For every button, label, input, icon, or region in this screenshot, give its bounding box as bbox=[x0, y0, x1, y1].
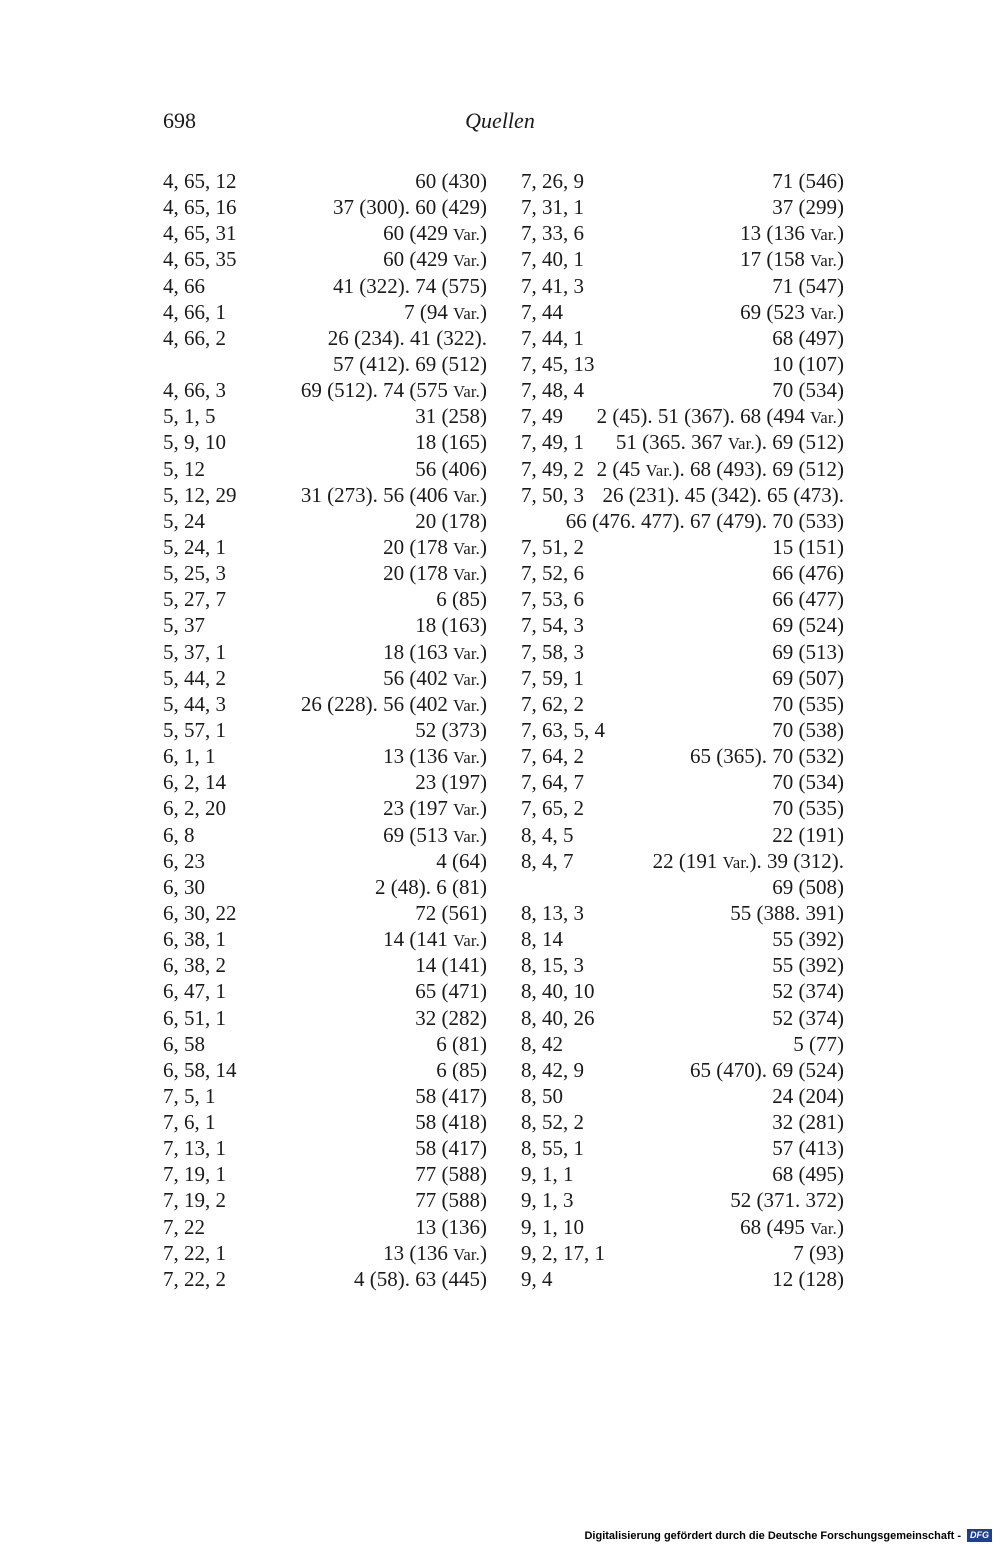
index-entry bbox=[163, 822, 487, 848]
index-entry bbox=[521, 273, 844, 299]
source-reference: 5, 1, 5 bbox=[163, 404, 216, 429]
page-locator: 69 (523 Var.) bbox=[740, 299, 844, 324]
source-reference: 7, 22, 2 bbox=[163, 1266, 226, 1291]
source-reference: 5, 25, 3 bbox=[163, 561, 226, 586]
page-locator: 69 (508) bbox=[772, 874, 844, 899]
page-locator: 37 (299) bbox=[772, 195, 844, 220]
index-entry bbox=[521, 717, 844, 743]
page-locator: 65 (365). 70 (532) bbox=[690, 744, 844, 769]
source-reference: 5, 24 bbox=[163, 508, 205, 533]
page-locator: 69 (507) bbox=[772, 665, 844, 690]
index-entry bbox=[163, 273, 487, 299]
source-reference: 7, 52, 6 bbox=[521, 561, 584, 586]
index-entry bbox=[521, 1031, 844, 1057]
page-locator: 77 (588) bbox=[415, 1188, 487, 1213]
page-locator: 32 (281) bbox=[772, 1110, 844, 1135]
index-entry bbox=[163, 429, 487, 455]
index-entry bbox=[521, 795, 844, 821]
index-entry bbox=[521, 1057, 844, 1083]
page-locator: 23 (197) bbox=[415, 770, 487, 795]
page-locator: 70 (535) bbox=[772, 691, 844, 716]
source-reference: 4, 65, 12 bbox=[163, 169, 237, 193]
source-reference: 7, 19, 1 bbox=[163, 1162, 226, 1187]
page-locator: 26 (228). 56 (402 Var.) bbox=[300, 691, 487, 716]
source-reference: 5, 9, 10 bbox=[163, 430, 226, 455]
source-reference: 8, 4, 5 bbox=[521, 822, 574, 847]
page-locator: 58 (417) bbox=[415, 1083, 487, 1108]
page-locator: 60 (429 Var.) bbox=[383, 247, 487, 272]
index-entry bbox=[521, 1135, 844, 1161]
page-locator: 22 (191) bbox=[772, 822, 844, 847]
page-locator: 2 (45). 51 (367). 68 (494 Var.) bbox=[596, 404, 844, 429]
source-reference: 7, 5, 1 bbox=[163, 1083, 216, 1108]
page-locator: 71 (546) bbox=[772, 169, 844, 193]
page-locator: 2 (45 Var.). 68 (493). 69 (512) bbox=[596, 456, 844, 481]
index-entry bbox=[521, 429, 844, 455]
source-reference: 7, 54, 3 bbox=[521, 613, 584, 638]
page-locator: 69 (512). 74 (575 Var.) bbox=[300, 378, 487, 403]
source-reference: 7, 63, 5, 4 bbox=[521, 717, 605, 742]
index-entry bbox=[163, 1135, 487, 1161]
page-locator: 31 (258) bbox=[415, 404, 487, 429]
page-locator: 26 (234). 41 (322). bbox=[327, 325, 487, 350]
page-locator: 15 (151) bbox=[772, 534, 844, 559]
source-reference: 5, 37 bbox=[163, 613, 205, 638]
page-locator: 13 (136 Var.) bbox=[383, 744, 487, 769]
index-entry bbox=[521, 952, 844, 978]
index-entry bbox=[521, 612, 844, 638]
page-locator: 52 (374) bbox=[772, 1005, 844, 1030]
index-entry bbox=[163, 482, 487, 508]
source-reference: 7, 13, 1 bbox=[163, 1136, 226, 1161]
index-entry bbox=[521, 1005, 844, 1031]
source-reference: 8, 40, 10 bbox=[521, 979, 595, 1004]
page-locator: 77 (588) bbox=[415, 1162, 487, 1187]
source-reference: 7, 49, 2 bbox=[521, 456, 584, 481]
source-reference: 4, 65, 31 bbox=[163, 221, 237, 246]
page-locator: 68 (497) bbox=[772, 325, 844, 350]
page-locator: 58 (418) bbox=[415, 1110, 487, 1135]
page-locator: 69 (524) bbox=[772, 613, 844, 638]
page-locator: 69 (513) bbox=[772, 639, 844, 664]
index-entry bbox=[521, 534, 844, 560]
index-entry bbox=[521, 168, 844, 194]
page-locator: 22 (191 Var.). 39 (312). bbox=[652, 848, 844, 873]
source-reference: 7, 40, 1 bbox=[521, 247, 584, 272]
index-column-left bbox=[163, 168, 487, 1292]
index-entry bbox=[163, 456, 487, 482]
digitization-footer bbox=[584, 1529, 992, 1542]
page-locator: 72 (561) bbox=[415, 900, 487, 925]
source-reference: 6, 23 bbox=[163, 848, 205, 873]
page-locator: 65 (470). 69 (524) bbox=[690, 1057, 844, 1082]
source-reference: 7, 19, 2 bbox=[163, 1188, 226, 1213]
page-locator: 6 (85) bbox=[436, 587, 487, 612]
index-entry bbox=[521, 246, 844, 272]
index-entry bbox=[521, 848, 844, 874]
source-reference: 6, 8 bbox=[163, 822, 195, 847]
source-reference: 6, 58, 14 bbox=[163, 1057, 237, 1082]
page-locator: 7 (93) bbox=[793, 1240, 844, 1265]
page-locator: 60 (430) bbox=[415, 169, 487, 193]
source-reference: 8, 42 bbox=[521, 1031, 563, 1056]
page-locator: 68 (495 Var.) bbox=[740, 1214, 844, 1239]
source-reference: 9, 1, 10 bbox=[521, 1214, 584, 1239]
index-entry bbox=[163, 325, 487, 351]
source-reference: 5, 44, 2 bbox=[163, 665, 226, 690]
source-reference: 7, 50, 3 bbox=[521, 482, 584, 507]
page-locator: 65 (471) bbox=[415, 979, 487, 1004]
page-locator: 52 (371. 372) bbox=[730, 1188, 844, 1213]
page-locator: 7 (94 Var.) bbox=[404, 299, 487, 324]
source-reference: 8, 13, 3 bbox=[521, 900, 584, 925]
page-locator: 10 (107) bbox=[772, 351, 844, 376]
index-entry bbox=[521, 769, 844, 795]
source-reference: 7, 45, 13 bbox=[521, 351, 595, 376]
index-entry bbox=[163, 1187, 487, 1213]
index-entry bbox=[521, 822, 844, 848]
source-reference: 7, 44, 1 bbox=[521, 325, 584, 350]
index-entry bbox=[163, 795, 487, 821]
index-entry bbox=[163, 691, 487, 717]
index-entry bbox=[521, 874, 844, 900]
page-locator: 58 (417) bbox=[415, 1136, 487, 1161]
page-locator: 31 (273). 56 (406 Var.) bbox=[300, 482, 487, 507]
index-entry bbox=[163, 1214, 487, 1240]
index-entry bbox=[163, 926, 487, 952]
index-entry bbox=[163, 508, 487, 534]
source-reference: 9, 2, 17, 1 bbox=[521, 1240, 605, 1265]
page-locator: 70 (538) bbox=[772, 717, 844, 742]
source-reference: 7, 48, 4 bbox=[521, 378, 584, 403]
index-entry bbox=[521, 1109, 844, 1135]
page-locator: 70 (534) bbox=[772, 770, 844, 795]
index-entry bbox=[521, 377, 844, 403]
page-locator: 55 (392) bbox=[772, 953, 844, 978]
index-entry bbox=[163, 1031, 487, 1057]
index-entry bbox=[163, 586, 487, 612]
index-entry bbox=[521, 220, 844, 246]
source-reference: 7, 59, 1 bbox=[521, 665, 584, 690]
source-reference: 5, 12 bbox=[163, 456, 205, 481]
index-entry bbox=[163, 952, 487, 978]
source-reference: 4, 65, 35 bbox=[163, 247, 237, 272]
page-locator: 71 (547) bbox=[772, 273, 844, 298]
page-locator: 13 (136 Var.) bbox=[383, 1240, 487, 1265]
source-reference: 6, 58 bbox=[163, 1031, 205, 1056]
page-locator: 60 (429 Var.) bbox=[383, 221, 487, 246]
page-locator: 23 (197 Var.) bbox=[383, 796, 487, 821]
page-locator: 69 (513 Var.) bbox=[383, 822, 487, 847]
index-entry bbox=[521, 1161, 844, 1187]
index-entry bbox=[163, 978, 487, 1004]
page-locator: 12 (128) bbox=[772, 1266, 844, 1291]
source-reference: 4, 65, 16 bbox=[163, 195, 237, 220]
source-reference: 7, 62, 2 bbox=[521, 691, 584, 716]
page-locator: 4 (64) bbox=[436, 848, 487, 873]
page-locator: 2 (48). 6 (81) bbox=[375, 874, 487, 899]
index-entry bbox=[521, 900, 844, 926]
source-reference: 8, 50 bbox=[521, 1083, 563, 1108]
index-entry bbox=[163, 665, 487, 691]
page-locator: 32 (282) bbox=[415, 1005, 487, 1030]
source-reference: 7, 22 bbox=[163, 1214, 205, 1239]
source-reference: 5, 57, 1 bbox=[163, 717, 226, 742]
index-entry bbox=[521, 743, 844, 769]
source-reference: 7, 64, 7 bbox=[521, 770, 584, 795]
index-entry bbox=[521, 508, 844, 534]
source-reference: 5, 44, 3 bbox=[163, 691, 226, 716]
index-entry bbox=[521, 586, 844, 612]
source-reference: 8, 15, 3 bbox=[521, 953, 584, 978]
source-reference: 4, 66 bbox=[163, 273, 205, 298]
source-reference: 6, 38, 2 bbox=[163, 953, 226, 978]
page-locator: 56 (406) bbox=[415, 456, 487, 481]
page-locator: 14 (141 Var.) bbox=[383, 927, 487, 952]
source-reference: 7, 22, 1 bbox=[163, 1240, 226, 1265]
index-column-right bbox=[521, 168, 844, 1292]
page-locator: 20 (178 Var.) bbox=[383, 561, 487, 586]
source-reference: 8, 55, 1 bbox=[521, 1136, 584, 1161]
source-reference: 7, 31, 1 bbox=[521, 195, 584, 220]
index-entry bbox=[521, 1214, 844, 1240]
index-entry bbox=[521, 299, 844, 325]
index-entry bbox=[521, 691, 844, 717]
source-reference: 5, 37, 1 bbox=[163, 639, 226, 664]
source-reference: 8, 40, 26 bbox=[521, 1005, 595, 1030]
page-locator: 55 (388. 391) bbox=[730, 900, 844, 925]
index-entry bbox=[163, 743, 487, 769]
page-locator: 70 (534) bbox=[772, 378, 844, 403]
index-entry bbox=[521, 560, 844, 586]
source-reference: 7, 26, 9 bbox=[521, 169, 584, 193]
source-reference: 6, 2, 20 bbox=[163, 796, 226, 821]
index-entry bbox=[521, 1240, 844, 1266]
page-locator: 6 (81) bbox=[436, 1031, 487, 1056]
source-reference: 4, 66, 3 bbox=[163, 378, 226, 403]
page-locator: 20 (178 Var.) bbox=[383, 534, 487, 559]
page-locator: 5 (77) bbox=[793, 1031, 844, 1056]
index-entry bbox=[163, 194, 487, 220]
page-locator: 57 (412). 69 (512) bbox=[333, 351, 487, 376]
page-number: 698 bbox=[163, 108, 196, 133]
source-reference: 7, 51, 2 bbox=[521, 534, 584, 559]
footer-text: Digitalisierung gefördert durch die Deutsche Forschungsgemeinschaft - bbox=[584, 1529, 961, 1542]
source-reference: 7, 44 bbox=[521, 299, 563, 324]
source-reference: 8, 14 bbox=[521, 927, 563, 952]
page-locator: 17 (158 Var.) bbox=[740, 247, 844, 272]
index-entry bbox=[521, 325, 844, 351]
index-entry bbox=[163, 1240, 487, 1266]
page-locator: 14 (141) bbox=[415, 953, 487, 978]
source-reference: 7, 6, 1 bbox=[163, 1110, 216, 1135]
source-reference: 6, 47, 1 bbox=[163, 979, 226, 1004]
source-reference: 8, 52, 2 bbox=[521, 1110, 584, 1135]
source-reference: 8, 42, 9 bbox=[521, 1057, 584, 1082]
source-reference: 5, 12, 29 bbox=[163, 482, 237, 507]
source-reference: 7, 49, 1 bbox=[521, 430, 584, 455]
index-entry bbox=[163, 1057, 487, 1083]
index-entry bbox=[163, 560, 487, 586]
index-entry bbox=[163, 639, 487, 665]
page-locator: 66 (476) bbox=[772, 561, 844, 586]
index-entry bbox=[521, 978, 844, 1004]
index-entry bbox=[163, 874, 487, 900]
source-reference: 6, 30, 22 bbox=[163, 900, 237, 925]
page-locator: 68 (495) bbox=[772, 1162, 844, 1187]
page-locator: 55 (392) bbox=[772, 927, 844, 952]
index-entry bbox=[163, 299, 487, 325]
index-entry bbox=[521, 639, 844, 665]
page-locator: 51 (365. 367 Var.). 69 (512) bbox=[615, 430, 844, 455]
source-reference: 7, 58, 3 bbox=[521, 639, 584, 664]
index-entry bbox=[521, 403, 844, 429]
source-reference: 9, 4 bbox=[521, 1266, 553, 1291]
source-reference: 8, 4, 7 bbox=[521, 848, 574, 873]
running-head: Quellen bbox=[465, 108, 535, 133]
page-locator: 6 (85) bbox=[436, 1057, 487, 1082]
source-reference: 6, 38, 1 bbox=[163, 927, 226, 952]
index-entry bbox=[521, 351, 844, 377]
source-reference: 7, 33, 6 bbox=[521, 221, 584, 246]
source-reference: 7, 53, 6 bbox=[521, 587, 584, 612]
index-entry bbox=[163, 168, 487, 194]
source-reference: 9, 1, 1 bbox=[521, 1162, 574, 1187]
page-locator: 13 (136) bbox=[415, 1214, 487, 1239]
page-locator: 41 (322). 74 (575) bbox=[333, 273, 487, 298]
index-entry bbox=[163, 1266, 487, 1292]
index-entry bbox=[163, 1005, 487, 1031]
index-entry bbox=[163, 351, 487, 377]
page-locator: 52 (373) bbox=[415, 717, 487, 742]
index-entry bbox=[163, 717, 487, 743]
page-locator: 18 (163 Var.) bbox=[383, 639, 487, 664]
source-reference: 5, 27, 7 bbox=[163, 587, 226, 612]
index-entry bbox=[521, 456, 844, 482]
source-reference: 4, 66, 1 bbox=[163, 299, 226, 324]
source-reference: 6, 2, 14 bbox=[163, 770, 226, 795]
source-reference: 4, 66, 2 bbox=[163, 325, 226, 350]
page-locator: 18 (165) bbox=[415, 430, 487, 455]
index-entry bbox=[163, 534, 487, 560]
page-locator: 56 (402 Var.) bbox=[383, 665, 487, 690]
page-locator: 57 (413) bbox=[772, 1136, 844, 1161]
source-reference: 9, 1, 3 bbox=[521, 1188, 574, 1213]
page-locator: 70 (535) bbox=[772, 796, 844, 821]
page-locator: 24 (204) bbox=[772, 1083, 844, 1108]
page-locator: 26 (231). 45 (342). 65 (473). bbox=[602, 482, 844, 507]
page-locator: 66 (476. 477). 67 (479). 70 (533) bbox=[565, 508, 844, 533]
index-entry bbox=[163, 612, 487, 638]
source-reference: 7, 49 bbox=[521, 404, 563, 429]
index-entry bbox=[163, 1161, 487, 1187]
index-entry bbox=[163, 769, 487, 795]
page-locator: 20 (178) bbox=[415, 508, 487, 533]
index-entry bbox=[521, 194, 844, 220]
index-entry bbox=[521, 1266, 844, 1292]
index-entry bbox=[521, 482, 844, 508]
source-reference: 6, 51, 1 bbox=[163, 1005, 226, 1030]
source-reference: 7, 64, 2 bbox=[521, 744, 584, 769]
index-entry bbox=[521, 1083, 844, 1109]
page-locator: 52 (374) bbox=[772, 979, 844, 1004]
index-entry bbox=[163, 246, 487, 272]
page-locator: 13 (136 Var.) bbox=[740, 221, 844, 246]
index-entry bbox=[163, 900, 487, 926]
source-reference: 5, 24, 1 bbox=[163, 534, 226, 559]
index-entry bbox=[163, 848, 487, 874]
page-locator: 37 (300). 60 (429) bbox=[333, 195, 487, 220]
index-entry bbox=[521, 665, 844, 691]
index-entry bbox=[163, 1109, 487, 1135]
source-reference: 7, 65, 2 bbox=[521, 796, 584, 821]
index-entry bbox=[163, 377, 487, 403]
page-locator: 66 (477) bbox=[772, 587, 844, 612]
source-reference: 6, 1, 1 bbox=[163, 744, 216, 769]
index-entry bbox=[163, 1083, 487, 1109]
index-entry bbox=[163, 403, 487, 429]
index-entry bbox=[521, 1187, 844, 1213]
source-reference: 7, 41, 3 bbox=[521, 273, 584, 298]
page-locator: 18 (163) bbox=[415, 613, 487, 638]
index-entry bbox=[163, 220, 487, 246]
source-reference: 6, 30 bbox=[163, 874, 205, 899]
dfg-logo: DFG bbox=[967, 1529, 992, 1542]
index-entry bbox=[521, 926, 844, 952]
page-locator: 4 (58). 63 (445) bbox=[354, 1266, 487, 1291]
